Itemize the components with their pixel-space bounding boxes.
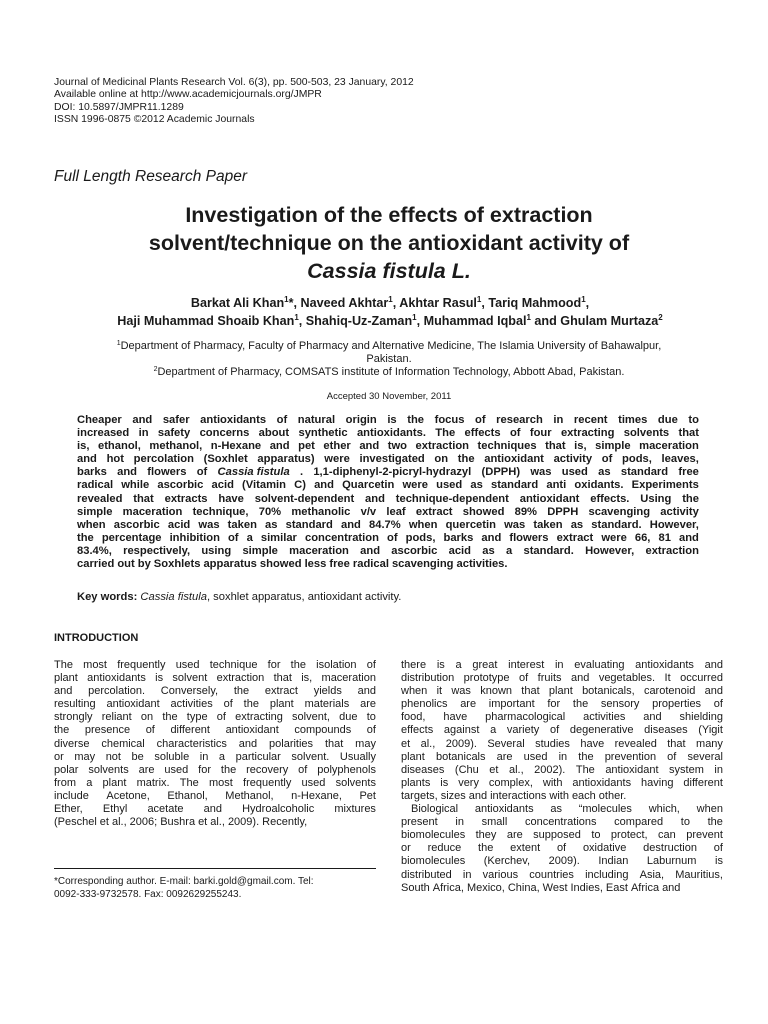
- author-affiliation-marker: 1: [284, 295, 289, 304]
- body-column-left: [54, 659, 376, 829]
- text-line: the presence of different antioxidant compounds of: [54, 724, 376, 737]
- text-line: diseases (Chu et al., 2002). The antioxidant system in: [401, 763, 723, 776]
- journal-doi: DOI: 10.5897/JMPR11.1289: [54, 101, 184, 113]
- author-affiliation-marker: 1: [388, 295, 393, 304]
- journal-availability: Available online at http://www.academicjournals.org/JMPR: [54, 89, 322, 101]
- text-line: effects against a variety of degenerative diseases (Yigit: [401, 724, 723, 737]
- text-line: increased in safety concerns about synthetic antioxidants. The effects of four extracting solvents that: [77, 427, 699, 440]
- author-affiliation-marker: 1: [526, 313, 531, 322]
- author-name: Akhtar Rasul: [399, 296, 477, 310]
- text-line: diverse chemical characteristics and polarities that may: [54, 737, 376, 750]
- journal-header: [54, 77, 414, 126]
- author-separator: *,: [288, 296, 301, 310]
- text-line: and percolation. Conversely, the extract yields and: [54, 685, 376, 698]
- affiliation-text: Department of Pharmacy, Faculty of Pharmacy and Alternative Medicine, The Islamia University of Bahawalpur,: [120, 340, 662, 352]
- author-name: Naveed Akhtar: [300, 296, 389, 310]
- author-affiliation-marker: 2: [658, 313, 663, 322]
- text-line: when ascorbic acid was taken as standard and 84.7% when quercetin was taken as standard. However,: [77, 518, 699, 531]
- text-line: The most frequently used technique for the isolation of: [54, 659, 376, 671]
- affiliation-text: Department of Pharmacy, COMSATS institute of Information Technology, Abbott Abad, Pakistan.: [157, 366, 625, 378]
- text-line: carried out by Soxhlets apparatus showed less free radical scavenging activities.: [77, 558, 508, 571]
- text-line: polar solvents are used for the recovery of polyphenols: [54, 763, 376, 776]
- author-name: Ghulam Murtaza: [560, 314, 659, 328]
- author-separator: ,: [416, 314, 424, 328]
- body-column-right: [401, 659, 723, 895]
- text-line: or may not be soluble in a particular solvent. Usually: [54, 750, 376, 763]
- keywords: [77, 591, 401, 603]
- author-separator: ,: [585, 296, 590, 310]
- text-line: Biological antioxidants as “molecules which, when: [411, 803, 723, 816]
- keywords-label: Key words:: [77, 591, 138, 603]
- text-line: simple maceration technique, 70% methanolic v/v leaf extract showed 89% DPPH scavenging activity: [77, 505, 699, 518]
- text-line: biomolecules (Kerchev, 2009). Indian Laburnum is: [401, 855, 723, 868]
- author-name: Tariq Mahmood: [488, 296, 582, 310]
- text-line: there is a great interest in evaluating antioxidants and: [401, 659, 723, 671]
- author-separator: ,: [392, 296, 400, 310]
- abstract: [77, 414, 699, 571]
- affiliation-1: [54, 340, 724, 353]
- text-line: plants is very complex, with antioxidants having different: [401, 776, 723, 789]
- footnote-divider: [54, 868, 376, 869]
- author-affiliation-marker: 1: [294, 313, 299, 322]
- author-name: Barkat Ali Khan: [190, 296, 285, 310]
- section-heading-introduction: INTRODUCTION: [54, 632, 139, 644]
- text-line: 83.4%, respectively, using simple maceration and ascorbic acid as a standard. However, extraction: [77, 544, 699, 557]
- journal-citation: Journal of Medicinal Plants Research Vol. 6(3), pp. 500-503, 23 January, 2012: [54, 77, 414, 88]
- paper-title: [54, 201, 724, 285]
- author-separator: ,: [481, 296, 489, 310]
- text-line: targets, sizes and interactions with each other.: [401, 789, 627, 802]
- text-line: is, ethanol, methanol, n-Hexane and pet ether and two extraction techniques that is, simple maceration: [77, 440, 699, 453]
- text-line: food, have pharmacological activities and shielding: [401, 711, 723, 724]
- text-line: the percentage inhibition of a similar concentration of pods, barks and flowers extract were 66, 81 and: [77, 531, 699, 544]
- accepted-date: Accepted 30 November, 2011: [326, 391, 452, 402]
- title-species: Cassia fistula L.: [307, 259, 471, 283]
- affiliation-2: [54, 366, 724, 379]
- text-line: include Acetone, Ethanol, Methanol, n-Hexane, Pet: [54, 789, 376, 802]
- text-line: when it was known that plant botanicals, carotenoid and: [401, 685, 723, 698]
- text-line: or reduce the extent of oxidative destruction of: [401, 842, 723, 855]
- footnote-line: *Corresponding author. E-mail: barki.gold@gmail.com. Tel:: [54, 876, 314, 887]
- text-line: distribution prototype of fruits and vegetables. It occurred: [401, 672, 723, 685]
- author-affiliation-marker: 1: [581, 295, 586, 304]
- title-line: solvent/technique on the antioxidant activity of: [148, 231, 630, 255]
- text-line: distributed in various countries including Asia, Mauritius,: [401, 868, 723, 881]
- keyword-species: Cassia fistula: [140, 591, 207, 603]
- text-line: and hot percolation (Soxhlet apparatus) were investigated on the antioxidant activity of pods, leaves,: [77, 453, 699, 466]
- footnote-line: 0092-333-9732578. Fax: 0092629255243.: [54, 888, 242, 900]
- keywords-rest: , soxhlet apparatus, antioxidant activity.: [206, 591, 402, 603]
- text-line: plant botanicals are used in the prevention of several: [401, 750, 723, 763]
- text-line: South Africa, Mexico, China, West Indies, East Africa and: [401, 881, 681, 894]
- author-line: [40, 294, 740, 312]
- author-separator: ,: [298, 314, 306, 328]
- author-affiliation-marker: 1: [476, 295, 482, 304]
- text-line: resulting antioxidant activities of the plant materials are: [54, 698, 376, 711]
- author-affiliation-marker: 1: [412, 313, 417, 322]
- text-line: present in small concentrations compared to the: [401, 816, 723, 829]
- text-line: radical while ascorbic acid (Vitamin C) and Quarcetin were used as standard anti oxidants. Experiments: [77, 479, 699, 492]
- text-line: Cheaper and safer antioxidants of natural origin is the focus of research in recent times due to: [77, 414, 699, 426]
- affiliation-marker: 2: [153, 366, 158, 373]
- corresponding-author-footnote: [54, 876, 376, 901]
- text-line: revealed that extracts have solvent-dependent and technique-dependent antioxidant effects. Using the: [77, 492, 699, 505]
- author-name: Shahiq-Uz-Zaman: [305, 314, 413, 328]
- author-list: [40, 294, 740, 330]
- author-line: [40, 312, 740, 330]
- author-separator: and: [530, 314, 561, 328]
- text-line: Ether, Ethyl acetate and Hydroalcoholic mixtures: [54, 803, 376, 816]
- text-line: strongly reliant on the type of extracting solvent, due to: [54, 711, 376, 724]
- text-line: (Peschel et al., 2006; Bushra et al., 2009). Recently,: [54, 816, 308, 829]
- text-line: from a plant matrix. The most frequently used solvents: [54, 776, 376, 789]
- title-line: Investigation of the effects of extraction: [185, 203, 593, 227]
- affiliation-1-cont: Pakistan.: [366, 353, 412, 365]
- author-name: Haji Muhammad Shoaib Khan: [117, 314, 295, 328]
- text-line: barks and flowers of Cassia fistula . 1,1-diphenyl-2-picryl-hydrazyl (DPPH) was used as standard free: [77, 466, 699, 479]
- text-line: biomolecules they are supposed to protect, can prevent: [401, 829, 723, 842]
- text-line: plant antioxidants is solvent extraction that is, maceration: [54, 672, 376, 685]
- author-name: Muhammad Iqbal: [423, 314, 527, 328]
- affiliation-marker: 1: [116, 340, 121, 347]
- journal-issn: ISSN 1996-0875 ©2012 Academic Journals: [54, 113, 255, 125]
- text-line: et al., 2009). Several studies have revealed that many: [401, 737, 723, 750]
- affiliations: [54, 340, 724, 379]
- text-line: phenolics are important for the sensory properties of: [401, 698, 723, 711]
- paper-type: Full Length Research Paper: [54, 168, 248, 185]
